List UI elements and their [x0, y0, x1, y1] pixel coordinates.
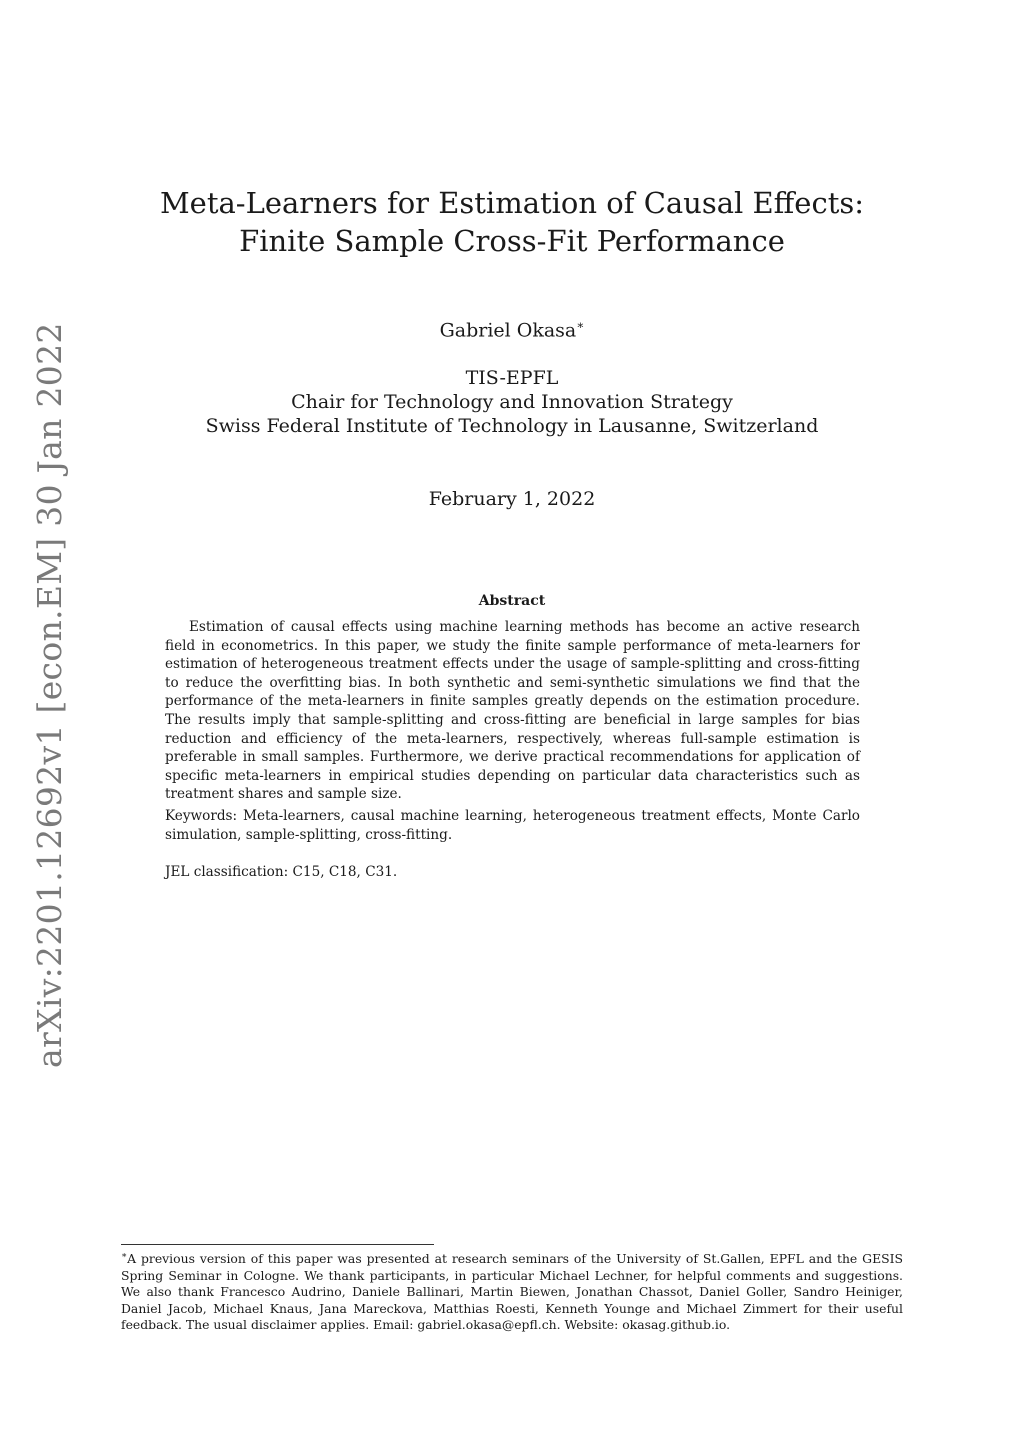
footnote	[121, 1248, 903, 1334]
author-name: Gabriel Okasa	[439, 319, 577, 342]
arxiv-sidebar-stamp: arXiv:2201.12692v1 [econ.EM] 30 Jan 2022	[30, 322, 69, 1068]
affiliation-line-2: Chair for Technology and Innovation Strategy	[291, 391, 733, 413]
title-line-1: Meta-Learners for Estimation of Causal Effects:	[159, 186, 864, 220]
paper-title	[0, 184, 1024, 260]
jel-classification: JEL classification: C15, C18, C31.	[165, 864, 398, 880]
affiliation	[0, 366, 1024, 438]
author-footnote-mark: ∗	[576, 318, 585, 332]
keywords: Keywords: Meta-learners, causal machine learning, heterogeneous treatment effects, Monte Carlo simulation, sample-splitting, cross-fitting.	[165, 808, 860, 843]
footnote-mark: ∗	[121, 1251, 128, 1261]
footnote-text: A previous version of this paper was presented at research seminars of the University of St.Gallen, EPFL and the GESIS Spring Seminar in Cologne. We thank participants, in particular Michael Lechner, for helpful comments and suggestions. We also thank Francesco Audrino, Daniele Ballinari, Martin Biewen, Jonathan Chassot, Daniel Goller, Sandro Heiniger, Daniel Jacob, Michael Knaus, Jana Mareckova, Matthias Roesti, Kenneth Younge and Michael Zimmert for their useful feedback. The usual disclaimer applies. Email: gabriel.okasa@epfl.ch. Website: okasag.github.io.	[121, 1251, 903, 1333]
paper-date: February 1, 2022	[428, 488, 596, 510]
abstract-body: Estimation of causal effects using machine learning methods has become an active research field in econometrics. In this paper, we study the finite sample performance of meta-learners for estimation of heterogeneous treatment effects under the usage of sample-splitting and cross-fitting to reduce the overfitting bias. In both synthetic and semi-synthetic simulations we find that the performance of the meta-learners in finite samples greatly depends on the estimation procedure. The results imply that sample-splitting and cross-fitting are beneficial in large samples for bias reduction and efficiency of the meta-learners, respectively, whereas full-sample estimation is preferable in small samples. Furthermore, we derive practical recommendations for application of specific meta-learners in empirical studies depending on particular data characteristics such as treatment shares and sample size.	[165, 619, 860, 803]
author	[0, 318, 1024, 341]
affiliation-line-1: TIS-EPFL	[465, 367, 559, 389]
abstract-heading: Abstract	[478, 593, 546, 609]
footnote-divider	[121, 1244, 434, 1245]
title-line-2: Finite Sample Cross-Fit Performance	[239, 224, 785, 258]
affiliation-line-3: Swiss Federal Institute of Technology in Lausanne, Switzerland	[205, 415, 819, 437]
